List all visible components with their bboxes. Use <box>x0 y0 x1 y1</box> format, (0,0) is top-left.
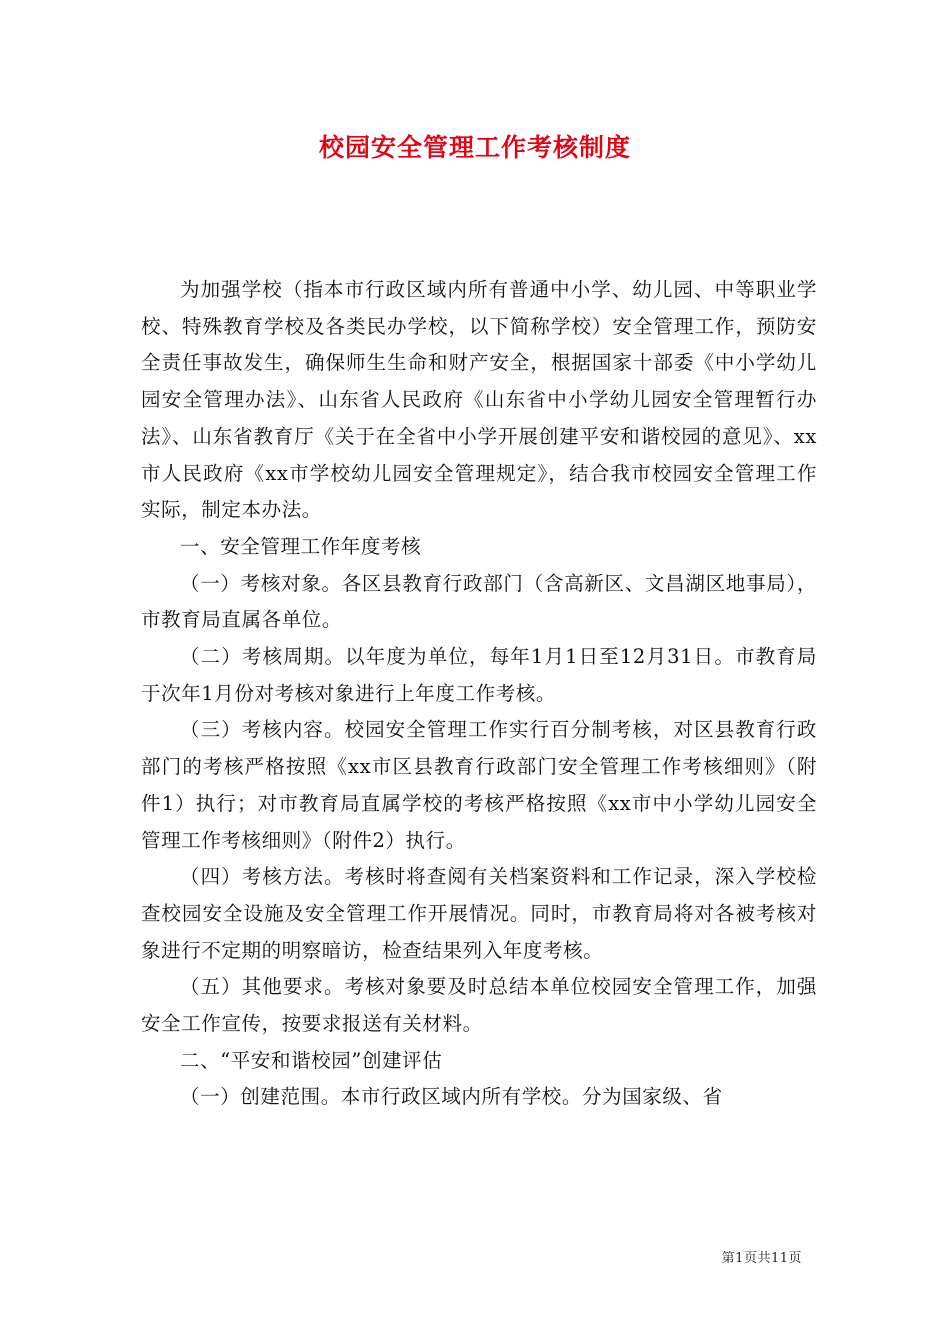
paragraph-assessment-method: （四）考核方法。考核时将查阅有关档案资料和工作记录，深入学校检查校园安全设施及安全管理工作开展情况。同时，市教育局将对各被考核对象进行不定期的明察暗访，检查结果列入年度考核。 <box>141 865 817 962</box>
section-heading-annual-assessment: 一、安全管理工作年度考核 <box>180 534 422 558</box>
paragraph-other-requirements: （五）其他要求。考核对象要及时总结本单位校园安全管理工作，加强安全工作宣传，按要求报送有关材料。 <box>141 975 817 1036</box>
paragraph-intro: 为加强学校（指本市行政区域内所有普通中小学、幼儿园、中等职业学校、特殊教育学校及各类民办学校，以下简称学校）安全管理工作，预防安全责任事故发生，确保师生生命和财产安全，根据国家十部委《中小学幼儿园安全管理办法》、山东省人民政府《山东省中小学幼儿园安全管理暂行办法》、山东省教育厅《关于在全省中小学开展创建平安和谐校园的意见》、xx市人民政府《xx市学校幼儿园安全管理规定》，结合我市校园安全管理工作实际，制定本办法。 <box>141 278 817 522</box>
paragraph-assessment-targets: （一）考核对象。各区县教育行政部门（含高新区、文昌湖区地事局），市教育局直属各单位。 <box>141 571 817 632</box>
paragraph-assessment-period: （二）考核周期。以年度为单位，每年1月1日至12月31日。市教育局于次年1月份对考核对象进行上年度工作考核。 <box>141 645 817 705</box>
section-heading-safe-campus: 二、“平安和谐校园”创建评估 <box>180 1048 443 1072</box>
document-title: 校园安全管理工作考核制度 <box>318 133 631 162</box>
paragraph-assessment-content: （三）考核内容。校园安全管理工作实行百分制考核，对区县教育行政部门的考核严格按照《xx市区县教育行政部门安全管理工作考核细则》（附件1）执行；对市教育局直属学校的考核严格按照《xx市中小学幼儿园安全管理工作考核细则》（附件2）执行。 <box>141 718 817 852</box>
paragraph-creation-scope: （一）创建范围。本市行政区域内所有学校。分为国家级、省 <box>180 1085 723 1109</box>
page-number: 第1页共11页 <box>721 1251 802 1266</box>
document-body <box>141 272 817 1116</box>
